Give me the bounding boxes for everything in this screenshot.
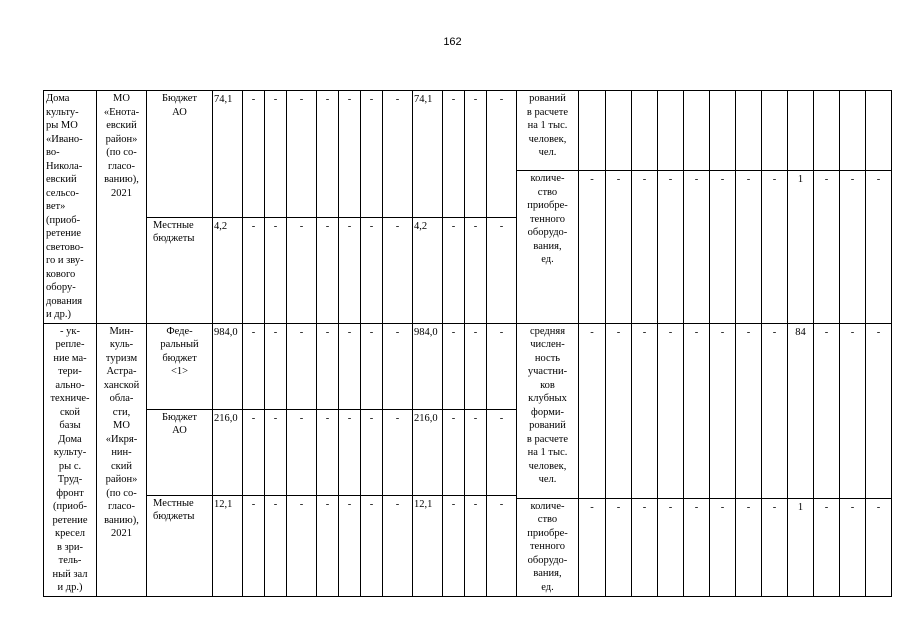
funding-value: - [465,323,487,409]
funding-value: - [487,91,517,218]
funding-value: - [339,409,361,495]
object-cell [44,91,97,324]
funding-value: - [465,217,487,323]
funding-value: - [383,91,413,218]
funding-total: 74,1 [213,91,243,218]
funding-value: - [465,91,487,218]
indicator-value: - [840,498,866,596]
executor-cell: МО «Енота- евский район» (по со- гласо- ванию), 2021 [97,91,147,324]
funding-year-value: 74,1 [413,91,443,218]
indicator-value: - [814,323,840,498]
indicator-value: 1 [788,498,814,596]
indicator-value: - [606,498,632,596]
funding-value: - [265,323,287,409]
indicator-value: - [736,498,762,596]
funding-value: - [243,323,265,409]
table-row [44,323,892,409]
funding-value: - [287,409,317,495]
funding-total: 984,0 [213,323,243,409]
funding-value: - [287,91,317,218]
indicator-value [710,91,736,171]
funding-year-value: 12,1 [413,495,443,596]
funding-year-value: 4,2 [413,217,443,323]
funding-value: - [443,495,465,596]
indicator-value: - [684,498,710,596]
funding-value: - [487,217,517,323]
indicator-value: - [736,323,762,498]
funding-value: - [383,323,413,409]
funding-value: - [317,217,339,323]
funding-value: - [443,409,465,495]
indicator-value: - [736,171,762,324]
indicator-value: 1 [788,171,814,324]
object-cell: - ук- репле- ние ма- тери- ально- техниче- ской базы Дома культу- ры с. Труд- фронт (приоб- ретение кресел в зри- тель- ный зал и др.) [44,323,97,596]
indicator-value: - [814,171,840,324]
indicator-value: - [710,171,736,324]
indicator-value: - [579,498,606,596]
indicator-value [684,91,710,171]
funding-total: 216,0 [213,409,243,495]
indicator-name: количе- ство приобре- тенного оборудо- вания, ед. [517,171,579,324]
indicator-value: - [658,498,684,596]
indicator-value: - [866,323,892,498]
funding-value: - [465,495,487,596]
indicator-value: - [658,323,684,498]
indicator-value: - [866,498,892,596]
indicator-value: - [606,323,632,498]
funding-value: - [243,409,265,495]
funding-value: - [443,323,465,409]
program-table [43,90,892,597]
funding-value: - [339,217,361,323]
indicator-value: - [658,171,684,324]
funding-value: - [361,495,383,596]
funding-total: 4,2 [213,217,243,323]
indicator-name: количе- ство приобре- тенного оборудо- вания, ед. [517,498,579,596]
funding-total: 12,1 [213,495,243,596]
funding-source: Местные бюджеты [147,217,213,323]
funding-year-value: 984,0 [413,323,443,409]
funding-value: - [287,323,317,409]
indicator-value: - [814,498,840,596]
indicator-value [762,91,788,171]
indicator-value: - [710,323,736,498]
funding-value: - [361,217,383,323]
funding-value: - [317,323,339,409]
funding-value: - [487,323,517,409]
indicator-value: 84 [788,323,814,498]
indicator-value [606,91,632,171]
funding-value: - [265,217,287,323]
funding-value: - [339,495,361,596]
indicator-value [840,91,866,171]
funding-source: Бюджет АО [147,91,213,218]
executor-cell: Мин- куль- туризм Астра- ханской обла- сти, МО «Икря- нин- ский район» (по со- гласо- ванию), 2021 [97,323,147,596]
funding-source: Феде- ральный бюджет <1> [147,323,213,409]
indicator-value: - [762,498,788,596]
funding-value: - [317,409,339,495]
funding-value: - [243,495,265,596]
object-text: Дома культу- ры МО «Ивано- во- Никола- евский сельсо- вет» (приоб- ретение светово- го и зву- кового обору- дования и др.) [46,93,84,320]
indicator-value: - [840,171,866,324]
page-number: 162 [443,36,462,48]
funding-value: - [383,495,413,596]
indicator-value [632,91,658,171]
funding-value: - [487,409,517,495]
funding-value: - [243,217,265,323]
funding-value: - [383,409,413,495]
funding-value: - [265,409,287,495]
funding-value: - [317,91,339,218]
funding-value: - [339,91,361,218]
funding-value: - [443,91,465,218]
indicator-name: рований в расчете на 1 тыс. человек, чел. [517,91,579,171]
funding-value: - [265,495,287,596]
funding-value: - [383,217,413,323]
indicator-value: - [866,171,892,324]
indicator-value [579,91,606,171]
funding-value: - [265,91,287,218]
indicator-value: - [632,171,658,324]
funding-value: - [361,91,383,218]
indicator-value: - [632,498,658,596]
table-row [44,91,892,171]
funding-value: - [487,495,517,596]
indicator-value [736,91,762,171]
indicator-value: - [579,171,606,324]
indicator-name: средняя числен- ность участни- ков клубных форми- рований в расчете на 1 тыс. человек, чел. [517,323,579,498]
funding-source: Местные бюджеты [147,495,213,596]
indicator-value: - [710,498,736,596]
indicator-value: - [579,323,606,498]
indicator-value: - [606,171,632,324]
funding-value: - [465,409,487,495]
funding-value: - [287,217,317,323]
indicator-value: - [840,323,866,498]
indicator-value [658,91,684,171]
funding-value: - [243,91,265,218]
indicator-value [814,91,840,171]
funding-value: - [361,409,383,495]
funding-value: - [443,217,465,323]
indicator-value: - [762,323,788,498]
indicator-value [788,91,814,171]
indicator-value: - [632,323,658,498]
indicator-value: - [762,171,788,324]
funding-year-value: 216,0 [413,409,443,495]
funding-value: - [361,323,383,409]
funding-source: Бюджет АО [147,409,213,495]
indicator-value: - [684,323,710,498]
funding-value: - [287,495,317,596]
indicator-value: - [684,171,710,324]
indicator-value [866,91,892,171]
funding-value: - [339,323,361,409]
funding-value: - [317,495,339,596]
